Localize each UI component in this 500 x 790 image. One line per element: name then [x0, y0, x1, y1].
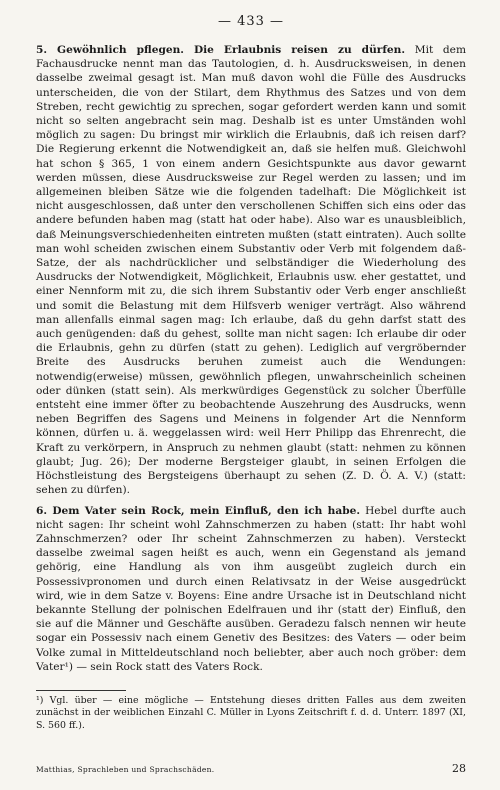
section-5-paragraph — [36, 43, 466, 498]
section-5-text: Mit dem Fachausdrucke nennt man das Tautologien, d. h. Ausdrucksweisen, in denen dasselbe zweimal gesagt ist. Man muß davon wohl die Fülle des Ausdrucks unterscheiden, die von der Stilart, dem Rhythmus des Satzes und von dem Streben, recht gewichtig zu sprechen, sogar gefordert werden kann und somit nicht so selten angebracht sein mag. Deshalb ist es unter Umständen wohl möglich zu sagen: Du bringst mir wirklich die Erlaubnis, daß ich reisen darf? Die Regierung erkennt die Notwendigkeit an, daß sie helfen muß. Gleichwohl hat schon § 365, 1 von einem andern Gesichtspunkte aus davor gewarnt werden müssen, diese Ausdrucksweise zur Regel werden zu lassen; und im allgemeinen bleiben Sätze wie die folgenden tadelhaft: Die Möglichkeit ist nicht ausgeschlossen, daß unter den verschollenen Schiffen sich eins oder das andere befunden haben mag (statt hat oder habe). Also war es unausbleiblich, daß Meinungsverschiedenheiten eintreten mußten (statt eintraten). Auch sollte man wohl scheiden zwischen einem Substantiv oder Verb mit folgendem daß-Satze, der als nachdrücklicher und selbständiger die Wiederholung des Ausdrucks der Notwendigkeit, Möglichkeit, Erlaubnis usw. eher gestattet, und einer Nennform mit zu, die sich ihrem Substantiv oder Verb enger anschließt und somit die Belastung mit dem Hilfsverb weniger verträgt. Also während man allenfalls einmal sagen mag: Ich erlaube, daß du gehn darfst statt des auch genügenden: daß du gehest, sollte man nicht sagen: Ich erlaube dir oder die Erlaubnis, gehn zu dürfen (statt zu gehen). Lediglich auf vergröbernder Breite des Ausdrucks beruhen zumeist auch die Wendungen: notwendig(erweise) müssen, gewöhnlich pflegen, unwahrscheinlich scheinen oder dünken (statt sein). Als merkwürdiges Gegenstück zu solcher Überfülle entsteht eine immer öfter zu beobachtende Auszehrung des Ausdrucks, wenn neben Begriffen des Sagens und Meinens in folgender Art die Nennform können, dürfen u. ä. weggelassen wird: weil Herr Philipp das Ehrenrecht, die Kraft zu verkörpern, in Anspruch zu nehmen glaubt (statt: nehmen zu können glaubt; Jug. 26); Der moderne Bergsteiger glaubt, in seinen Erfolgen die Höchstleistung des Bergsteigens überhaupt zu sehen (Z. D. Ö. A. V.) (statt: sehen zu dürfen). — [36, 44, 466, 497]
section-6-title: 6. Dem Vater sein Rock, mein Einfluß, den ich habe. — [36, 504, 361, 517]
footer-signature-number: 28 — [452, 762, 466, 775]
section-5-title: 5. Gewöhnlich pflegen. Die Erlaubnis reisen zu dürfen. — [36, 44, 406, 56]
footnote-text: ¹) Vgl. über — eine mögliche — Entstehung dieses dritten Falles aus dem zweiten zunächst in der weiblichen Einzahl C. Müller in Lyons Zeitschrift f. d. d. Unterr. 1897 (XI, S. 560 ff.). — [36, 694, 466, 731]
page-body — [36, 14, 466, 732]
footnote-divider — [36, 690, 126, 691]
footer-book-title: Matthias, Sprachleben und Sprachschäden. — [36, 765, 215, 774]
page-footer — [36, 762, 466, 775]
section-6-text: Hebel durfte auch nicht sagen: Ihr scheint wohl Zahnschmerzen zu haben (statt: Ihr habt wohl Zahnschmerzen? oder Ihr scheint Zahnschmerzen zu haben). Versteckt dasselbe zweimal sagen heißt es auch, wenn ein Gegenstand als jemand gehörig, eine Handlung als von ihm ausgeübt zugleich durch ein Possessivpronomen und durch einen Relativsatz in der Weise ausgedrückt wird, wie in dem Satze v. Boyens: Eine andre Ursache ist in Deutschland nicht bekannte Stellung der polnischen Edelfrauen und ihr (statt der) Einfluß, den sie auf die Männer und Geschäfte ausüben. Geradezu falsch nennen wir heute sogar ein Possessiv nach einem Genetiv des Besitzes: des Vaters — oder beim Volke zumal in Mitteldeutschland noch beliebter, aber auch noch gröber: dem Vater¹) — sein Rock statt des Vaters Rock. — [36, 504, 466, 673]
page-number: — 433 — — [217, 14, 285, 29]
section-6 — [36, 504, 466, 674]
footnote — [36, 695, 466, 733]
section-5 — [36, 43, 466, 498]
section-6-paragraph — [36, 504, 466, 674]
